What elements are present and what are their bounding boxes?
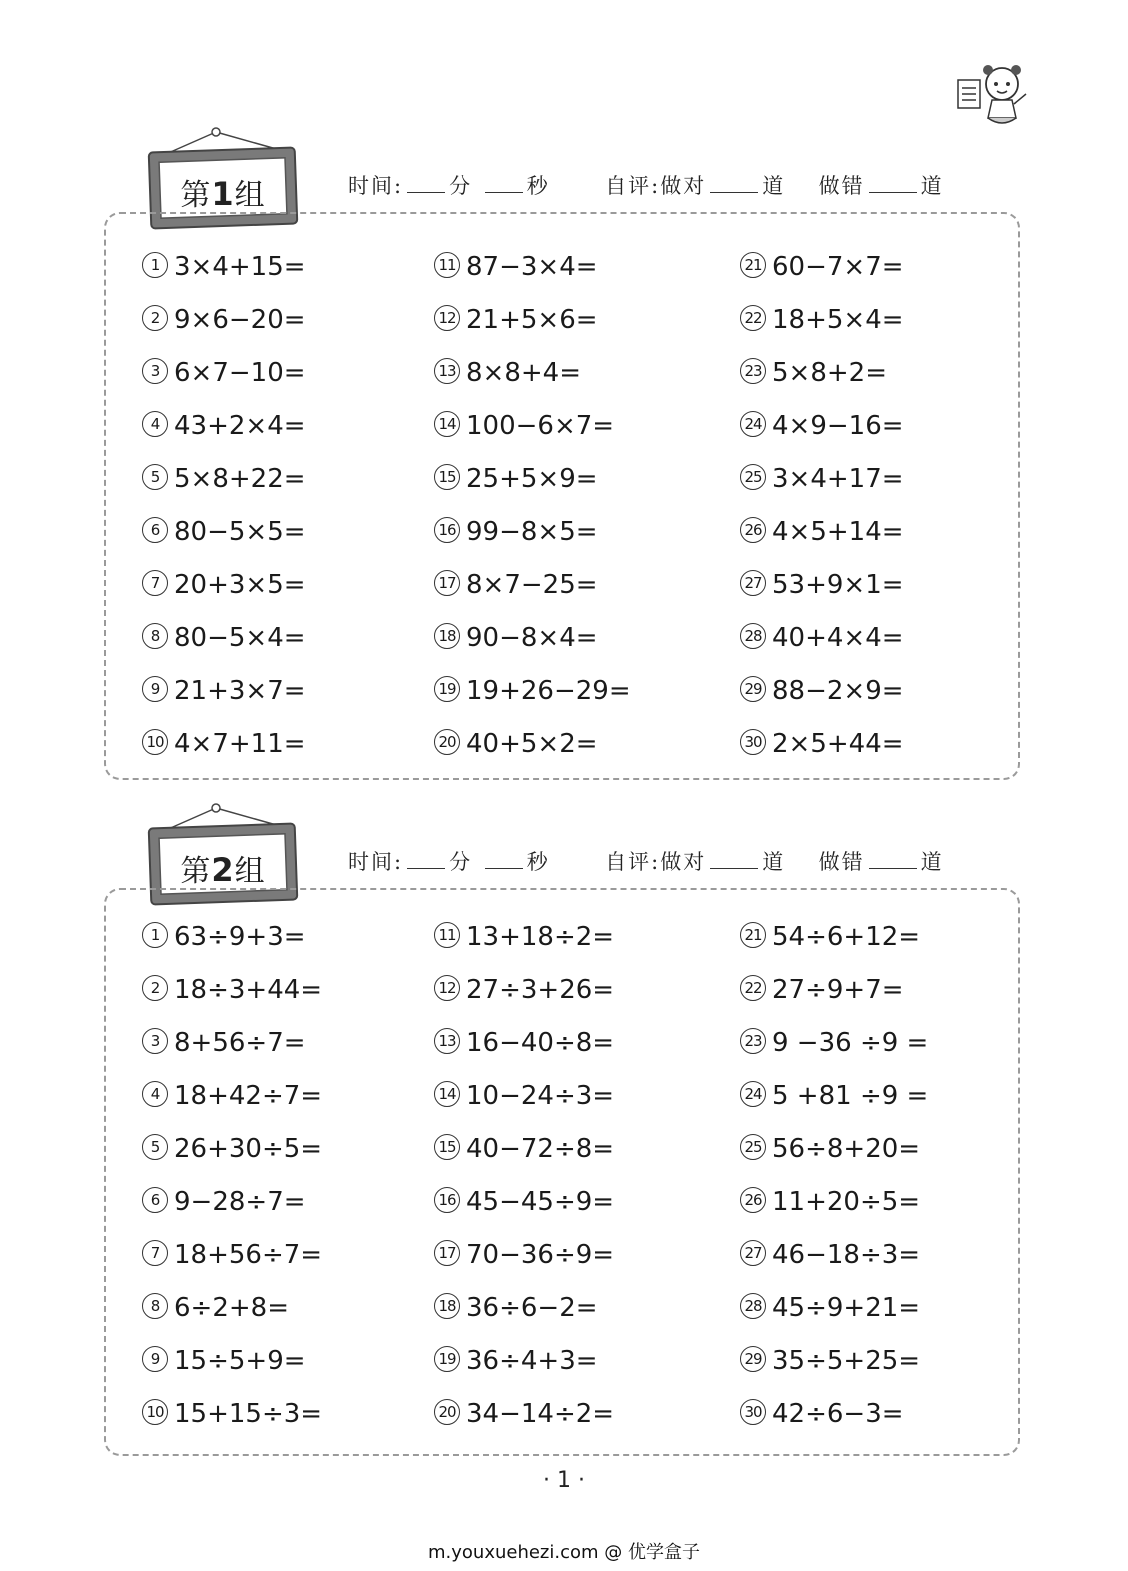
problem: 22 27÷9+7= (740, 973, 904, 1007)
problem: 3 8+56÷7= (142, 1026, 306, 1060)
problem: 17 70−36÷9= (434, 1238, 614, 1272)
problem: 16 45−45÷9= (434, 1185, 614, 1219)
mascot-illustration (952, 58, 1036, 134)
minutes-blank (407, 850, 445, 869)
problem: 5 5×8+22= (142, 462, 306, 496)
problem: 27 53+9×1= (740, 568, 904, 602)
problem: 9 21+3×7= (142, 674, 306, 708)
problem: 15 40−72÷8= (434, 1132, 614, 1166)
problem: 21 60−7×7= (740, 250, 904, 284)
problem: 2 18÷3+44= (142, 973, 322, 1007)
problem: 11 13+18÷2= (434, 920, 614, 954)
problem: 1 3×4+15= (142, 250, 306, 284)
problem: 12 21+5×6= (434, 303, 598, 337)
group-2-header: 时间: 分 秒 自评:做对 道 做错 道 (348, 850, 944, 874)
problem: 15 25+5×9= (434, 462, 598, 496)
problem: 23 9 −36 ÷9 = (740, 1026, 928, 1060)
problem: 22 18+5×4= (740, 303, 904, 337)
seconds-blank (485, 174, 523, 193)
problem: 20 34−14÷2= (434, 1397, 614, 1431)
page-number: · 1 · (543, 1468, 585, 1493)
seconds-blank (485, 850, 523, 869)
group-1-title: 第1组 (180, 175, 266, 213)
wrong-count-blank (869, 174, 917, 193)
problem: 25 3×4+17= (740, 462, 904, 496)
problem: 25 56÷8+20= (740, 1132, 920, 1166)
problem: 14 10−24÷3= (434, 1079, 614, 1113)
problem: 28 40+4×4= (740, 621, 904, 655)
problem: 11 87−3×4= (434, 250, 598, 284)
group-2-problem-box (104, 888, 1020, 1456)
problem: 3 6×7−10= (142, 356, 306, 390)
problem: 14 100−6×7= (434, 409, 614, 443)
problem: 13 8×8+4= (434, 356, 581, 390)
problem: 30 2×5+44= (740, 727, 904, 761)
problem: 29 35÷5+25= (740, 1344, 920, 1378)
problem: 13 16−40÷8= (434, 1026, 614, 1060)
footer-watermark: m.youxuehezi.com @ 优学盒子 (427, 1542, 700, 1563)
problem: 4 18+42÷7= (142, 1079, 322, 1113)
problem: 4 43+2×4= (142, 409, 306, 443)
problem: 8 80−5×4= (142, 621, 306, 655)
problem: 29 88−2×9= (740, 674, 904, 708)
problem: 10 15+15÷3= (142, 1397, 322, 1431)
correct-count-blank (710, 850, 758, 869)
problem: 21 54÷6+12= (740, 920, 920, 954)
problem: 7 20+3×5= (142, 568, 306, 602)
problem: 19 36÷4+3= (434, 1344, 598, 1378)
problem: 23 5×8+2= (740, 356, 887, 390)
problem: 27 46−18÷3= (740, 1238, 920, 1272)
problem: 7 18+56÷7= (142, 1238, 322, 1272)
problem: 2 9×6−20= (142, 303, 306, 337)
problem: 28 45÷9+21= (740, 1291, 920, 1325)
problem: 18 36÷6−2= (434, 1291, 598, 1325)
problem: 12 27÷3+26= (434, 973, 614, 1007)
problem: 30 42÷6−3= (740, 1397, 904, 1431)
group-1-problem-box (104, 212, 1020, 780)
problem: 24 4×9−16= (740, 409, 904, 443)
problem: 24 5 +81 ÷9 = (740, 1079, 928, 1113)
problem: 20 40+5×2= (434, 727, 598, 761)
group-2-title: 第2组 (180, 851, 266, 889)
problem: 18 90−8×4= (434, 621, 598, 655)
problem: 26 11+20÷5= (740, 1185, 920, 1219)
problem: 1 63÷9+3= (142, 920, 306, 954)
problem: 17 8×7−25= (434, 568, 598, 602)
correct-count-blank (710, 174, 758, 193)
problem: 10 4×7+11= (142, 727, 306, 761)
wrong-count-blank (869, 850, 917, 869)
problem: 5 26+30÷5= (142, 1132, 322, 1166)
problem: 16 99−8×5= (434, 515, 598, 549)
problem: 6 80−5×5= (142, 515, 306, 549)
problem: 26 4×5+14= (740, 515, 904, 549)
problem: 9 15÷5+9= (142, 1344, 306, 1378)
group-1-header: 时间: 分 秒 自评:做对 道 做错 道 (348, 174, 944, 198)
problem: 19 19+26−29= (434, 674, 631, 708)
minutes-blank (407, 174, 445, 193)
problem: 8 6÷2+8= (142, 1291, 289, 1325)
problem: 6 9−28÷7= (142, 1185, 306, 1219)
